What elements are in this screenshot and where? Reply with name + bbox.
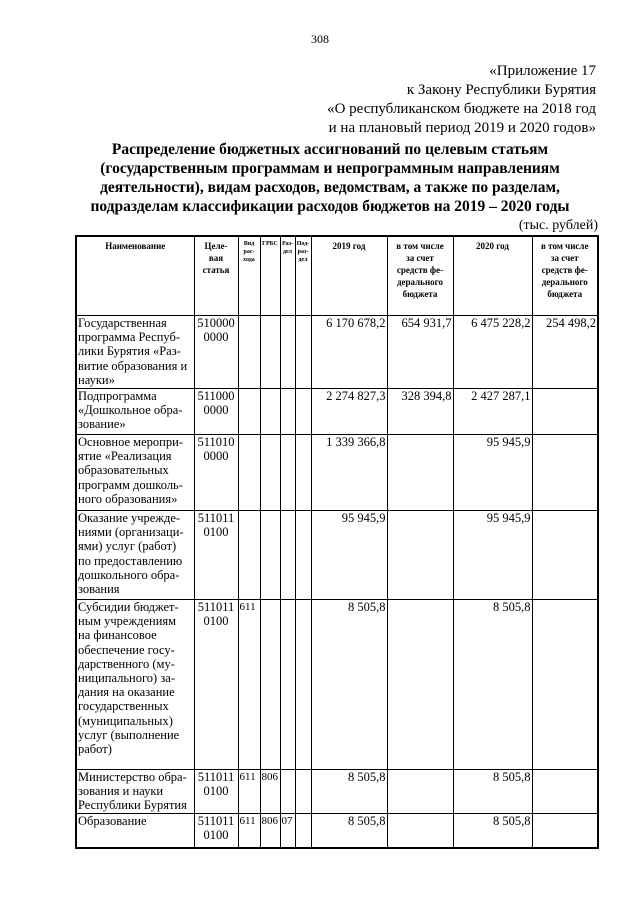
cell-vid (238, 511, 260, 600)
cell-f2019: 328 394,8 (387, 389, 453, 435)
cell-grbs (260, 600, 280, 770)
budget-table (75, 235, 599, 849)
cell-f2020 (532, 435, 598, 511)
cell-prz (295, 435, 311, 511)
cell-grbs (260, 511, 280, 600)
cell-y2019: 8 505,8 (311, 770, 387, 814)
cell-y2019: 95 945,9 (311, 511, 387, 600)
appendix-header (327, 62, 596, 138)
cell-prz (295, 316, 311, 389)
cell-grbs: 806 (260, 813, 280, 848)
cell-prz (295, 511, 311, 600)
cell-rz (280, 770, 295, 814)
cell-name: Подпрограмма «Дошкольное обра- зование» (76, 389, 194, 435)
cell-name: Основное меропри- ятие «Реализация образовательных программ дошколь- ного образования» (76, 435, 194, 511)
cell-vid: 611 (238, 813, 260, 848)
cell-grbs (260, 435, 280, 511)
cell-rz (280, 435, 295, 511)
cell-f2020 (532, 813, 598, 848)
cell-y2020: 8 505,8 (453, 600, 532, 770)
cell-vid (238, 316, 260, 389)
column-header: Раз- дел (280, 236, 295, 316)
cell-prz (295, 389, 311, 435)
column-header: Под- раз- дел (295, 236, 311, 316)
column-header: в том числе за счет средств фе- дерального бюджета (387, 236, 453, 316)
table-row (76, 316, 598, 389)
cell-name: Министерство обра- зования и науки Республики Бурятия (76, 770, 194, 814)
cell-code: 511011 0100 (194, 511, 238, 600)
appendix-line: «О республиканском бюджете на 2018 год (327, 101, 596, 117)
cell-f2019 (387, 770, 453, 814)
cell-f2019 (387, 813, 453, 848)
cell-vid: 611 (238, 770, 260, 814)
column-header: Вид рас- хода (238, 236, 260, 316)
cell-f2019 (387, 435, 453, 511)
column-header: 2019 год (311, 236, 387, 316)
cell-y2019: 6 170 678,2 (311, 316, 387, 389)
cell-rz (280, 316, 295, 389)
cell-prz (295, 770, 311, 814)
column-header: Наименование (76, 236, 194, 316)
cell-rz (280, 389, 295, 435)
column-header: ГРБС (260, 236, 280, 316)
cell-y2020: 8 505,8 (453, 770, 532, 814)
table-row (76, 389, 598, 435)
cell-y2019: 8 505,8 (311, 813, 387, 848)
cell-y2019: 8 505,8 (311, 600, 387, 770)
table-row (76, 600, 598, 770)
cell-code: 510000 0000 (194, 316, 238, 389)
cell-rz (280, 600, 295, 770)
table-row (76, 770, 598, 814)
cell-y2020: 8 505,8 (453, 813, 532, 848)
cell-prz (295, 600, 311, 770)
cell-y2020: 95 945,9 (453, 511, 532, 600)
table-row (76, 435, 598, 511)
cell-name: Государственная программа Респуб- лики Бурятия «Раз- витие образования и науки» (76, 316, 194, 389)
cell-f2020 (532, 511, 598, 600)
appendix-line: «Приложение 17 (489, 63, 596, 79)
cell-f2019: 654 931,7 (387, 316, 453, 389)
table-row (76, 511, 598, 600)
cell-grbs (260, 389, 280, 435)
cell-rz: 07 (280, 813, 295, 848)
cell-y2019: 1 339 366,8 (311, 435, 387, 511)
cell-code: 511011 0100 (194, 770, 238, 814)
cell-prz (295, 813, 311, 848)
appendix-line: и на плановый период 2019 и 2020 годов» (328, 120, 596, 136)
cell-vid (238, 435, 260, 511)
cell-y2020: 2 427 287,1 (453, 389, 532, 435)
cell-f2020 (532, 389, 598, 435)
cell-code: 511011 0100 (194, 600, 238, 770)
cell-name: Субсидии бюджет- ным учреждениям на финансовое обеспечение госу- дарственного (му- ниципального) за- дания на оказание государственных (муниципальных) услуг (выполнение работ) (76, 600, 194, 770)
cell-f2020: 254 498,2 (532, 316, 598, 389)
cell-f2020 (532, 770, 598, 814)
cell-name: Оказание учрежде- ниями (организаци- ями) услуг (работ) по предоставлению дошкольного обра- зования (76, 511, 194, 600)
cell-f2019 (387, 511, 453, 600)
cell-f2020 (532, 600, 598, 770)
cell-vid: 611 (238, 600, 260, 770)
cell-y2020: 95 945,9 (453, 435, 532, 511)
page-number: 308 (311, 32, 329, 46)
unit-label: (тыс. рублей) (518, 218, 598, 233)
document-title: Распределение бюджетных ассигнований по целевым статьям (государственным программам и непрограммным направлениям деятельности), видам расходов, ведомствам, а также по разделам, подразделам классификации расходов бюджетов на 2019 – 2020 годы (90, 141, 570, 215)
cell-code: 511000 0000 (194, 389, 238, 435)
cell-code: 511011 0100 (194, 813, 238, 848)
cell-code: 511010 0000 (194, 435, 238, 511)
cell-y2019: 2 274 827,3 (311, 389, 387, 435)
cell-rz (280, 511, 295, 600)
cell-y2020: 6 475 228,2 (453, 316, 532, 389)
column-header: в том числе за счет средств фе- дерального бюджета (532, 236, 598, 316)
cell-name: Образование (76, 813, 194, 848)
column-header: 2020 год (453, 236, 532, 316)
column-header: Целе- вая статья (194, 236, 238, 316)
appendix-line: к Закону Республики Бурятия (406, 82, 596, 98)
cell-f2019 (387, 600, 453, 770)
cell-vid (238, 389, 260, 435)
cell-grbs: 806 (260, 770, 280, 814)
table-row (76, 813, 598, 848)
cell-grbs (260, 316, 280, 389)
